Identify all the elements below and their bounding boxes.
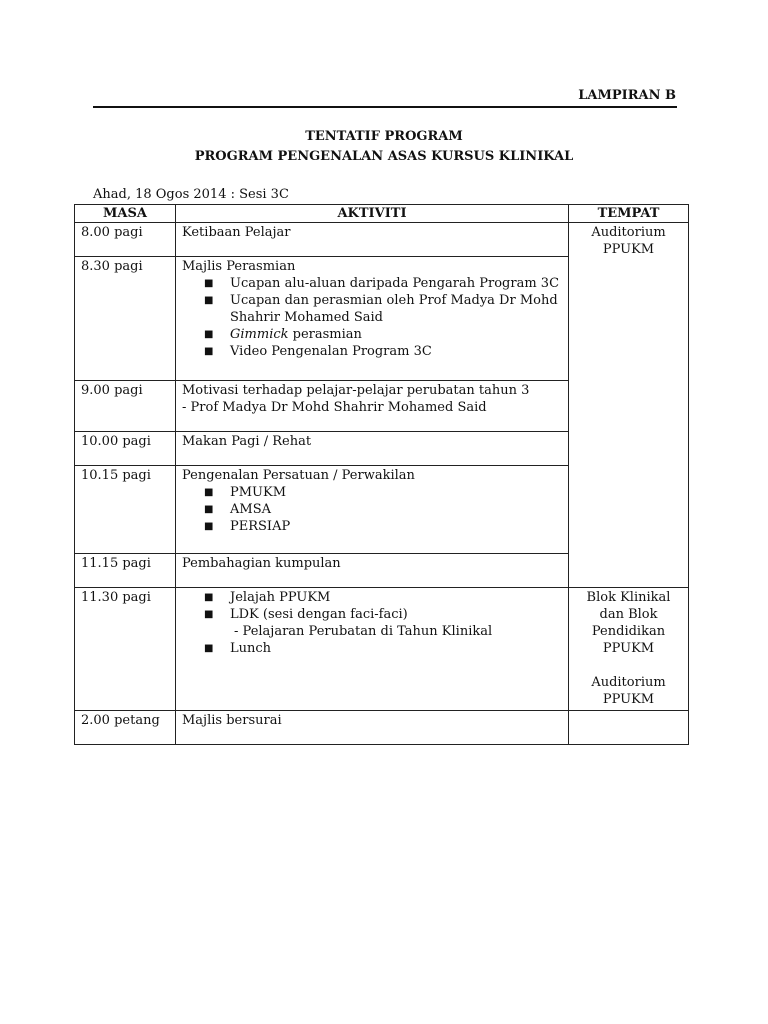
aktiviti-cell: Makan Pagi / Rehat (176, 432, 569, 466)
aktiviti-detail: - Prof Madya Dr Mohd Shahrir Mohamed Said (182, 400, 487, 415)
table-row (75, 588, 689, 711)
aktiviti-cell: Majlis bersurai (176, 711, 569, 745)
table-header-row (75, 205, 689, 223)
list-item (204, 275, 562, 292)
column-header-tempat: TEMPAT (569, 205, 689, 223)
bullet-icon: ■ (204, 521, 214, 532)
aktiviti-title: Pengenalan Persatuan / Perwakilan (182, 468, 415, 483)
bullet-icon: ■ (204, 346, 214, 357)
masa-cell: 11.30 pagi (75, 588, 176, 711)
list-item (204, 501, 562, 518)
bullet-icon: ■ (204, 609, 214, 620)
column-header-aktiviti: AKTIVITI (176, 205, 569, 223)
sub-line: - Pelajaran Perubatan di Tahun Klinikal (234, 624, 493, 639)
aktiviti-cell (176, 466, 569, 554)
aktiviti-title: Motivasi terhadap pelajar-pelajar perubatan tahun 3 (182, 383, 530, 398)
bullet-icon: ■ (204, 592, 214, 603)
aktiviti-cell (176, 381, 569, 432)
aktiviti-title: Majlis Perasmian (182, 259, 296, 274)
list-item-text: Ucapan dan perasmian oleh Prof Madya Dr Mohd Shahrir Mohamed Said (230, 293, 558, 325)
list-item (204, 326, 562, 343)
list-item (204, 518, 562, 535)
list-item-text: AMSA (230, 502, 271, 517)
masa-cell: 10.00 pagi (75, 432, 176, 466)
bullet-list (182, 484, 562, 535)
bullet-icon: ■ (204, 643, 214, 654)
header-rule (93, 106, 677, 108)
tempat-cell (569, 588, 689, 711)
table-row (75, 711, 689, 745)
bullet-icon: ■ (204, 504, 214, 515)
list-item (204, 484, 562, 501)
aktiviti-cell: Ketibaan Pelajar (176, 223, 569, 257)
column-header-masa: MASA (75, 205, 176, 223)
list-item-text: Jelajah PPUKM (230, 590, 331, 605)
list-item (204, 292, 562, 326)
tempat-line: PPUKM (602, 641, 655, 656)
schedule-table (74, 204, 689, 745)
masa-cell: 11.15 pagi (75, 554, 176, 588)
bullet-icon: ■ (204, 295, 214, 306)
tempat-line: Auditorium (591, 225, 666, 240)
list-item-text: PMUKM (230, 485, 287, 500)
list-item (204, 640, 562, 657)
masa-cell: 9.00 pagi (75, 381, 176, 432)
bullet-list (182, 275, 562, 360)
masa-cell: 2.00 petang (75, 711, 176, 745)
list-item (204, 589, 562, 606)
table-row (75, 223, 689, 257)
tempat-line: Blok Klinikal (586, 590, 671, 605)
bullet-icon: ■ (204, 487, 214, 498)
masa-cell: 8.00 pagi (75, 223, 176, 257)
tempat-line: PPUKM (602, 242, 655, 257)
document-subtitle: PROGRAM PENGENALAN ASAS KURSUS KLINIKAL (194, 149, 574, 164)
tempat-line: dan Blok (599, 607, 658, 622)
list-item-text: perasmian (288, 327, 362, 342)
document-title: TENTATIF PROGRAM (305, 129, 463, 144)
list-item-text: Ucapan alu-aluan daripada Pengarah Program 3C (230, 276, 560, 291)
masa-cell: 8.30 pagi (75, 257, 176, 381)
bullet-icon: ■ (204, 329, 214, 340)
list-item (204, 606, 562, 623)
tempat-cell (569, 223, 689, 588)
masa-cell: 10.15 pagi (75, 466, 176, 554)
tempat-cell (569, 711, 689, 745)
bullet-list (182, 640, 562, 657)
aktiviti-cell: Pembahagian kumpulan (176, 554, 569, 588)
list-item (204, 343, 562, 360)
list-item-text: Lunch (230, 641, 272, 656)
appendix-label: LAMPIRAN B (578, 88, 676, 103)
aktiviti-cell (176, 588, 569, 711)
tempat-line: Pendidikan (591, 624, 666, 639)
aktiviti-cell (176, 257, 569, 381)
bullet-list (182, 589, 562, 623)
bullet-icon: ■ (204, 278, 214, 289)
list-item-text: Video Pengenalan Program 3C (230, 344, 432, 359)
list-item-text: PERSIAP (230, 519, 291, 534)
session-date: Ahad, 18 Ogos 2014 : Sesi 3C (93, 187, 289, 202)
tempat-line: Auditorium (591, 675, 666, 690)
spacer (575, 657, 682, 674)
list-item-italic: Gimmick (230, 327, 289, 342)
tempat-line: PPUKM (602, 692, 655, 707)
list-item-text: LDK (sesi dengan faci-faci) (230, 607, 408, 622)
